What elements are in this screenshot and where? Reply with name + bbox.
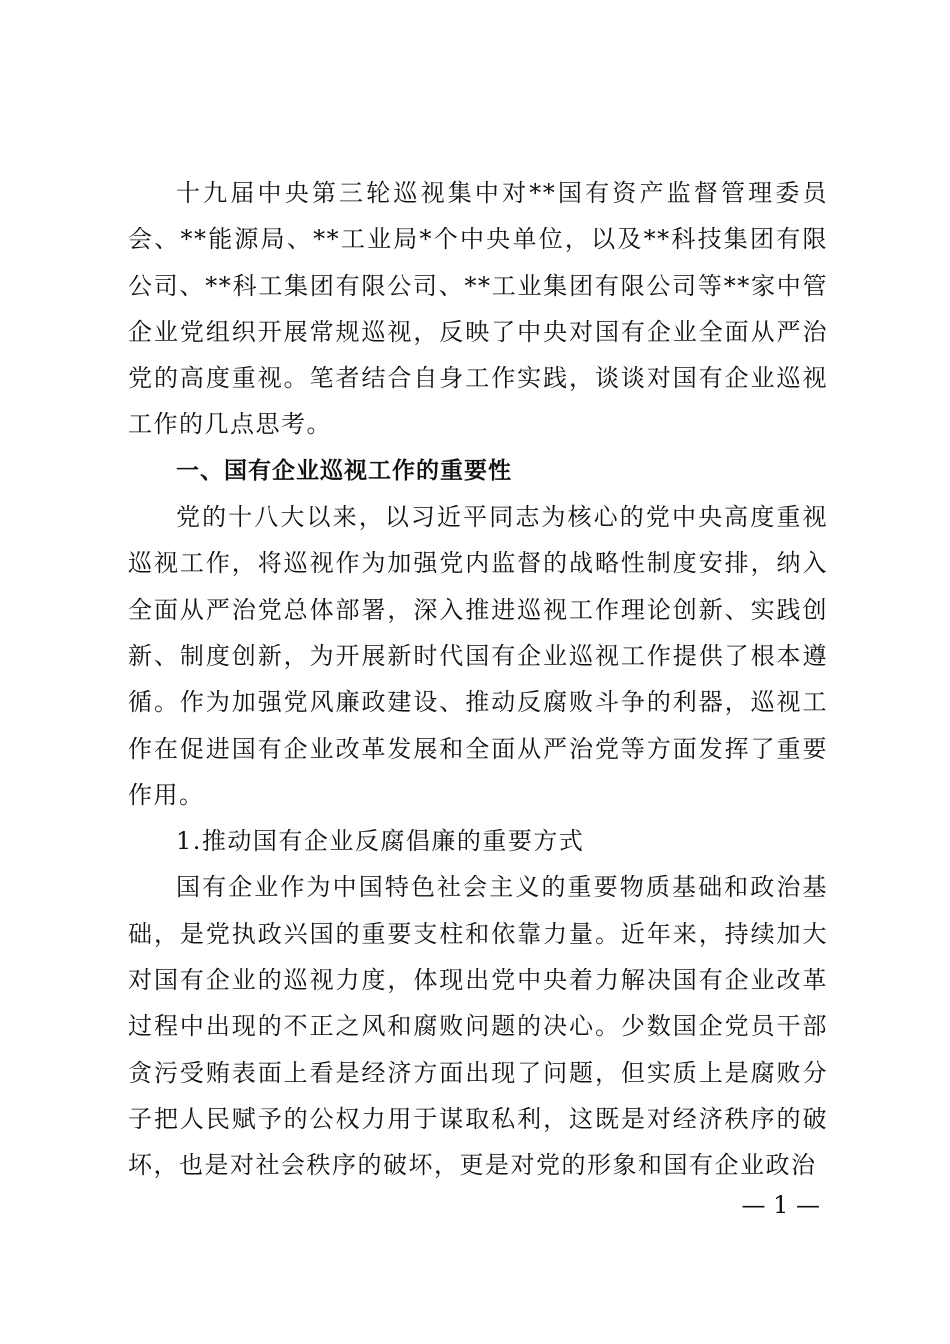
section-paragraph: 党的十八大以来，以习近平同志为核心的党中央高度重视巡视工作，将巡视作为加强党内监督的战略性制度安排，纳入全面从严治党总体部署，深入推进巡视工作理论创新、实践创新、制度创新，为开展新时代国有企业巡视工作提供了根本遵循。作为加强党风廉政建设、推动反腐败斗争的利器，巡视工作在促进国有企业改革发展和全面从严治党等方面发挥了重要作用。 [128, 503, 828, 809]
section-heading: 一、国有企业巡视工作的重要性 [176, 457, 512, 484]
subsection-heading: 1.推动国有企业反腐倡廉的重要方式 [176, 827, 585, 856]
subsection-paragraph: 国有企业作为中国特色社会主义的重要物质基础和政治基础，是党执政兴国的重要支柱和依靠力量。近年来，持续加大对国有企业的巡视力度，体现出党中央着力解决国有企业改革过程中出现的不正之风和腐败问题的决心。少数国企党员干部贪污受贿表面上看是经济方面出现了问题，但实质上是腐败分子把人民赋予的公权力用于谋取私利，这既是对经济秩序的破坏，也是对社会秩序的破坏，更是对党的形象和国有企业政治 [128, 873, 828, 1180]
document-body [128, 170, 828, 1189]
intro-paragraph: 十九届中央第三轮巡视集中对**国有资产监督管理委员会、**能源局、**工业局*个中央单位，以及**科技集团有限公司、**科工集团有限公司、**工业集团有限公司等**家中管企业党组织开展常规巡视，反映了中央对国有企业全面从严治党的高度重视。笔者结合自身工作实践，谈谈对国有企业巡视工作的几点思考。 [128, 179, 828, 439]
page-number: — 1 — [741, 1191, 820, 1219]
